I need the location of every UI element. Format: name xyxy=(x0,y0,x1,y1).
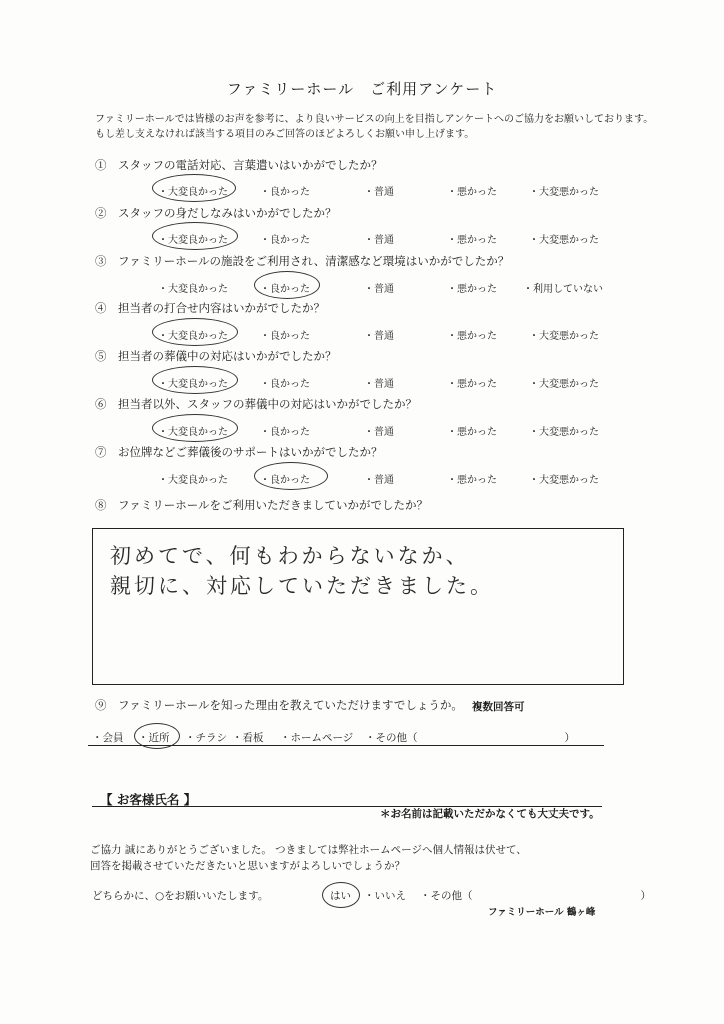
question-9: ⑨ ファミリーホールを知った理由を教えていただけますでしょうか。 xyxy=(95,698,463,712)
q1-option-5[interactable]: ・大変悪かった xyxy=(529,187,599,198)
q2-option-4[interactable]: ・悪かった xyxy=(447,235,497,246)
q6-option-4[interactable]: ・悪かった xyxy=(447,427,497,438)
q1-option-1[interactable]: ・大変良かった xyxy=(158,187,228,198)
question-2: ② スタッフの身だしなみはいかがでしたか？ xyxy=(95,206,337,220)
q7-option-5[interactable]: ・大変悪かった xyxy=(529,475,599,486)
q5-option-2[interactable]: ・良かった xyxy=(260,379,310,390)
q6-selection-circle xyxy=(152,414,238,442)
q5-option-1[interactable]: ・大変良かった xyxy=(158,379,228,390)
q6-option-5[interactable]: ・大変悪かった xyxy=(529,427,599,438)
q7-option-1[interactable]: ・大変良かった xyxy=(158,475,228,486)
closing-line-2: 回答を掲載させていただきたいと思いますがよろしいでしょうか？ xyxy=(90,860,405,872)
question-8: ⑧ ファミリーホールをご利用いただきましていかがでしたか？ xyxy=(95,498,429,512)
q2-option-2[interactable]: ・良かった xyxy=(260,235,310,246)
q5-option-5[interactable]: ・大変悪かった xyxy=(529,379,599,390)
q1-option-2[interactable]: ・良かった xyxy=(260,187,310,198)
q7-selection-circle xyxy=(254,462,328,490)
q7-option-2[interactable]: ・良かった xyxy=(260,475,310,486)
question-1: ① スタッフの電話対応、言葉遣いはいかがでしたか？ xyxy=(95,158,383,172)
consent-option-yes[interactable]: はい xyxy=(330,890,351,902)
q9-multiple-note: 複数回答可 xyxy=(472,701,525,713)
q3-selection-circle xyxy=(254,271,320,299)
signature: ファミリーホール 鶴ヶ峰 xyxy=(488,907,596,918)
q6-option-1[interactable]: ・大変良かった xyxy=(158,427,228,438)
q1-option-3[interactable]: ・普通 xyxy=(364,187,394,198)
question-5: ⑤ 担当者の葬儀中の対応はいかがでしたか？ xyxy=(95,349,337,363)
question-4: ④ 担当者の打合せ内容はいかがでしたか？ xyxy=(95,301,325,315)
customer-name-note: ＊お名前は記載いただかなくても大丈夫です。 xyxy=(380,808,600,820)
q9-option-other[interactable]: ・その他（ ） xyxy=(365,732,575,744)
q3-option-1[interactable]: ・大変良かった xyxy=(158,284,228,295)
q3-option-4[interactable]: ・悪かった xyxy=(447,284,497,295)
q2-selection-circle xyxy=(152,222,238,250)
q2-option-5[interactable]: ・大変悪かった xyxy=(529,235,599,246)
question-3: ③ ファミリーホールの施設をご利用され、清潔感など環境はいかがでしたか？ xyxy=(95,254,510,268)
page-title: ファミリーホール ご利用アンケート xyxy=(226,80,498,98)
q4-option-4[interactable]: ・悪かった xyxy=(447,331,497,342)
intro-line-2: もし差し支えなければ該当する項目のみご回答のほどよろしくお願い申し上げます。 xyxy=(95,129,475,140)
q8-handwritten-line-2: 親切に、対応していただきました。 xyxy=(110,574,494,598)
q9-option-neighborhood[interactable]: ・近所 xyxy=(138,732,170,744)
q5-selection-circle xyxy=(152,366,238,394)
intro-line-1: ファミリーホールでは皆様のお声を参考に、より良いサービスの向上を目指しアンケートへのご協力をお願いしております。 xyxy=(95,114,654,125)
q7-option-3[interactable]: ・普通 xyxy=(364,475,394,486)
q2-option-3[interactable]: ・普通 xyxy=(364,235,394,246)
closing-prompt: どちらかに、○をお願いいたします。 xyxy=(92,890,269,902)
consent-option-no[interactable]: ・いいえ xyxy=(364,890,406,902)
q6-option-2[interactable]: ・良かった xyxy=(260,427,310,438)
consent-selection-circle xyxy=(322,882,360,908)
q7-option-4[interactable]: ・悪かった xyxy=(447,475,497,486)
q3-option-3[interactable]: ・普通 xyxy=(364,284,394,295)
q8-handwritten-line-1: 初めてで、何もわからないなか、 xyxy=(110,544,470,568)
q1-option-4[interactable]: ・悪かった xyxy=(447,187,497,198)
q9-option-member[interactable]: ・会員 xyxy=(92,732,124,744)
q5-option-3[interactable]: ・普通 xyxy=(364,379,394,390)
q4-option-2[interactable]: ・良かった xyxy=(260,331,310,342)
q9-option-flyer[interactable]: ・チラシ xyxy=(185,732,227,744)
q9-underline xyxy=(88,745,604,746)
q6-option-3[interactable]: ・普通 xyxy=(364,427,394,438)
q3-option-2[interactable]: ・良かった xyxy=(260,284,310,295)
q4-option-1[interactable]: ・大変良かった xyxy=(158,331,228,342)
q4-option-5[interactable]: ・大変悪かった xyxy=(529,331,599,342)
q5-option-4[interactable]: ・悪かった xyxy=(447,379,497,390)
q4-selection-circle xyxy=(152,318,238,346)
q3-option-5[interactable]: ・利用していない xyxy=(523,284,603,295)
question-6: ⑥ 担当者以外、スタッフの葬儀中の対応はいかがでしたか？ xyxy=(95,397,417,411)
closing-line-1: ご協力 誠にありがとうございました。 つきましては弊社ホームページへ個人情報は伏せて、 xyxy=(90,844,527,856)
q9-option-homepage[interactable]: ・ホームページ xyxy=(280,732,354,744)
q2-option-1[interactable]: ・大変良かった xyxy=(158,235,228,246)
q9-option-signboard[interactable]: ・看板 xyxy=(232,732,264,744)
q1-selection-circle xyxy=(152,174,236,202)
consent-option-other[interactable]: ・その他（ ） xyxy=(420,890,651,902)
customer-name-label: 【 お客様氏名 】 xyxy=(100,792,197,807)
question-7: ⑦ お位牌などご葬儀後のサポートはいかがでしたか？ xyxy=(95,445,383,459)
q4-option-3[interactable]: ・普通 xyxy=(364,331,394,342)
